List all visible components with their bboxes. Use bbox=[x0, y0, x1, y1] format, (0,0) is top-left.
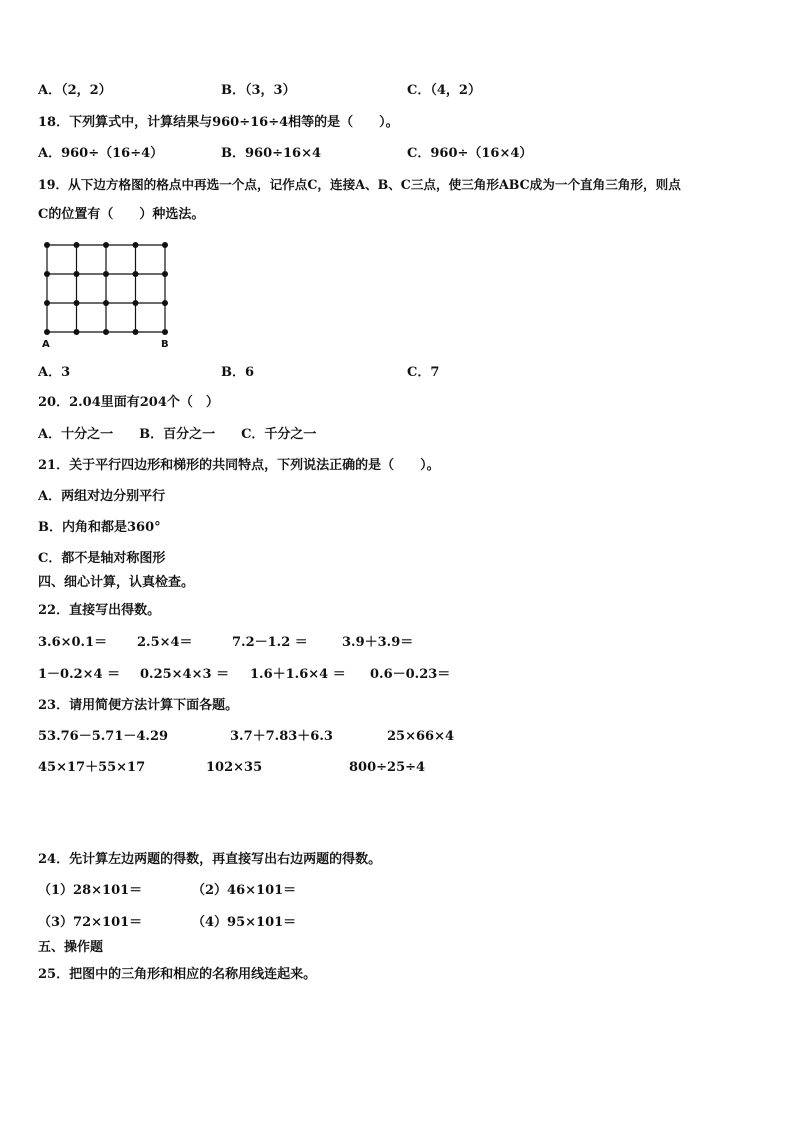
q21-option-b: B．内角和都是360° bbox=[38, 520, 161, 535]
q22-item: 7.2－1.2 ＝ bbox=[232, 635, 308, 650]
q20-options: A．十分之一 B．百分之一 C．千分之一 bbox=[38, 427, 317, 442]
q19-option-a: A．3 bbox=[38, 365, 71, 380]
point-a-label: A bbox=[42, 339, 50, 350]
q21-option-c: C．都不是轴对称图形 bbox=[38, 551, 166, 566]
q17-option-c: C．（4，2） bbox=[407, 83, 481, 98]
q24-item: （4）95×101＝ bbox=[192, 915, 297, 930]
q19-option-c: C．7 bbox=[407, 365, 440, 380]
q23-stem: 23．请用简便方法计算下面各题。 bbox=[38, 698, 239, 713]
q22-item: 0.25×4×3 ＝ bbox=[140, 667, 230, 682]
q24-stem: 24．先计算左边两题的得数，再直接写出右边两题的得数。 bbox=[38, 852, 382, 867]
q20-stem: 20．2.04里面有204个（ ） bbox=[38, 395, 219, 410]
q21-option-a: A．两组对边分别平行 bbox=[38, 489, 166, 504]
q22-item: 3.9＋3.9＝ bbox=[342, 635, 414, 650]
q22-item: 0.6－0.23＝ bbox=[370, 667, 451, 682]
q18-option-c: C．960÷（16×4） bbox=[407, 146, 533, 161]
q24-item: （3）72×101＝ bbox=[38, 915, 143, 930]
q24-item: （1）28×101＝ bbox=[38, 883, 143, 898]
section-4-heading: 四、细心计算，认真检查。 bbox=[38, 575, 195, 590]
q18-stem: 18．下列算式中，计算结果与960÷16÷4相等的是（ ）。 bbox=[38, 115, 399, 130]
q22-item: 1－0.2×4 ＝ bbox=[38, 667, 121, 682]
q17-option-a: A．（2，2） bbox=[38, 83, 112, 98]
q22-item: 2.5×4＝ bbox=[137, 635, 193, 650]
q18-option-a: A．960÷（16÷4） bbox=[38, 146, 164, 161]
q25-stem: 25．把图中的三角形和相应的名称用线连起来。 bbox=[38, 967, 317, 982]
q23-item: 25×66×4 bbox=[387, 729, 455, 744]
q24-item: （2）46×101＝ bbox=[192, 883, 297, 898]
point-b-label: B bbox=[161, 339, 169, 350]
q22-item: 1.6＋1.6×4 ＝ bbox=[250, 667, 346, 682]
q23-item: 53.76－5.71－4.29 bbox=[38, 729, 169, 744]
lattice-grid-figure bbox=[38, 236, 178, 352]
q21-stem: 21．关于平行四边形和梯形的共同特点，下列说法正确的是（ ）。 bbox=[38, 458, 440, 473]
q22-stem: 22．直接写出得数。 bbox=[38, 603, 161, 618]
q23-item: 102×35 bbox=[206, 760, 263, 775]
section-5-heading: 五、操作题 bbox=[38, 940, 104, 955]
q19-option-b: B．6 bbox=[221, 365, 255, 380]
q17-option-b: B．（3，3） bbox=[221, 83, 296, 98]
q19-stem-line2: C的位置有（ ）种选法。 bbox=[38, 207, 205, 222]
q23-item: 3.7＋7.83＋6.3 bbox=[230, 729, 333, 744]
q23-item: 45×17＋55×17 bbox=[38, 760, 146, 775]
q19-stem-line1: 19．从下边方格图的格点中再选一个点，记作点C，连接A、B、C三点，使三角形ABC成为一个直角三角形，则点 bbox=[38, 177, 681, 192]
q18-option-b: B．960÷16×4 bbox=[221, 146, 322, 161]
q22-item: 3.6×0.1＝ bbox=[38, 635, 108, 650]
q23-item: 800÷25÷4 bbox=[349, 760, 426, 775]
